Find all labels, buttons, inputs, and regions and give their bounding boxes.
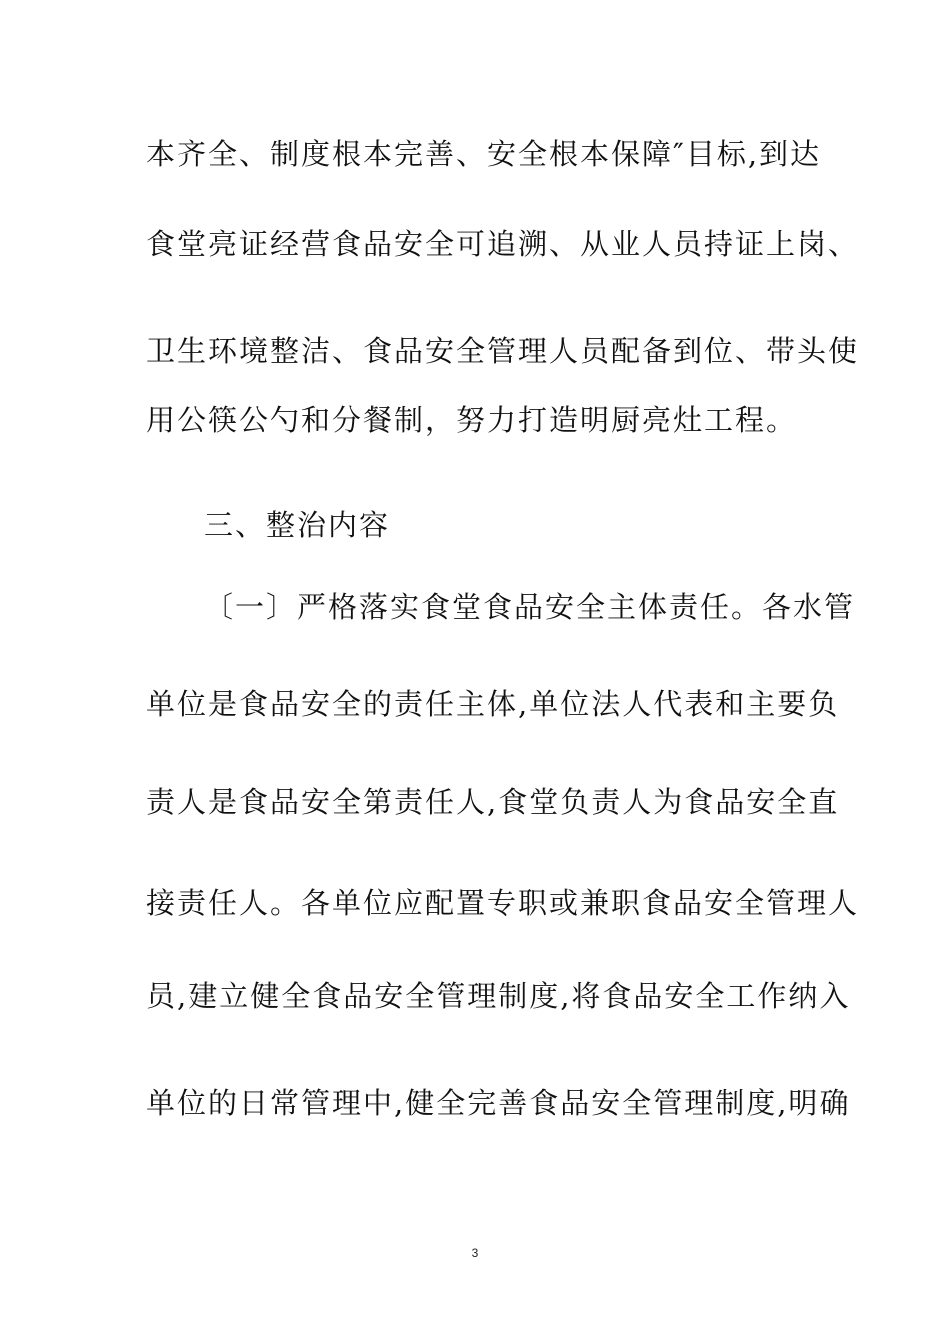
text-line: 食堂亮证经营食品安全可追溯、从业人员持证上岗、 (146, 227, 860, 261)
paragraph-line: 单位是食品安全的责任主体,单位法人代表和主要负 (146, 687, 840, 721)
text-line: 用公筷公勺和分餐制，努力打造明厨亮灶工程。 (146, 403, 798, 437)
text-line: 本齐全、制度根本完善、安全根本保障″目标,到达 (146, 137, 822, 171)
paragraph-line: 责人是食品安全第责任人,食堂负责人为食品安全直 (146, 785, 840, 819)
page-number: 3 (471, 1246, 479, 1260)
paragraph-line: 接责任人。各单位应配置专职或兼职食品安全管理人 (146, 886, 860, 920)
text-line: 卫生环境整洁、食品安全管理人员配备到位、带头使 (146, 334, 860, 368)
paragraph-line: 员,建立健全食品安全管理制度,将食品安全工作纳入 (146, 979, 851, 1013)
paragraph-line: 〔一〕严格落实食堂食品安全主体责任。各水管 (204, 590, 856, 624)
section-heading: 三、整治内容 (204, 508, 391, 542)
paragraph-line: 单位的日常管理中,健全完善食品安全管理制度,明确 (146, 1086, 851, 1120)
